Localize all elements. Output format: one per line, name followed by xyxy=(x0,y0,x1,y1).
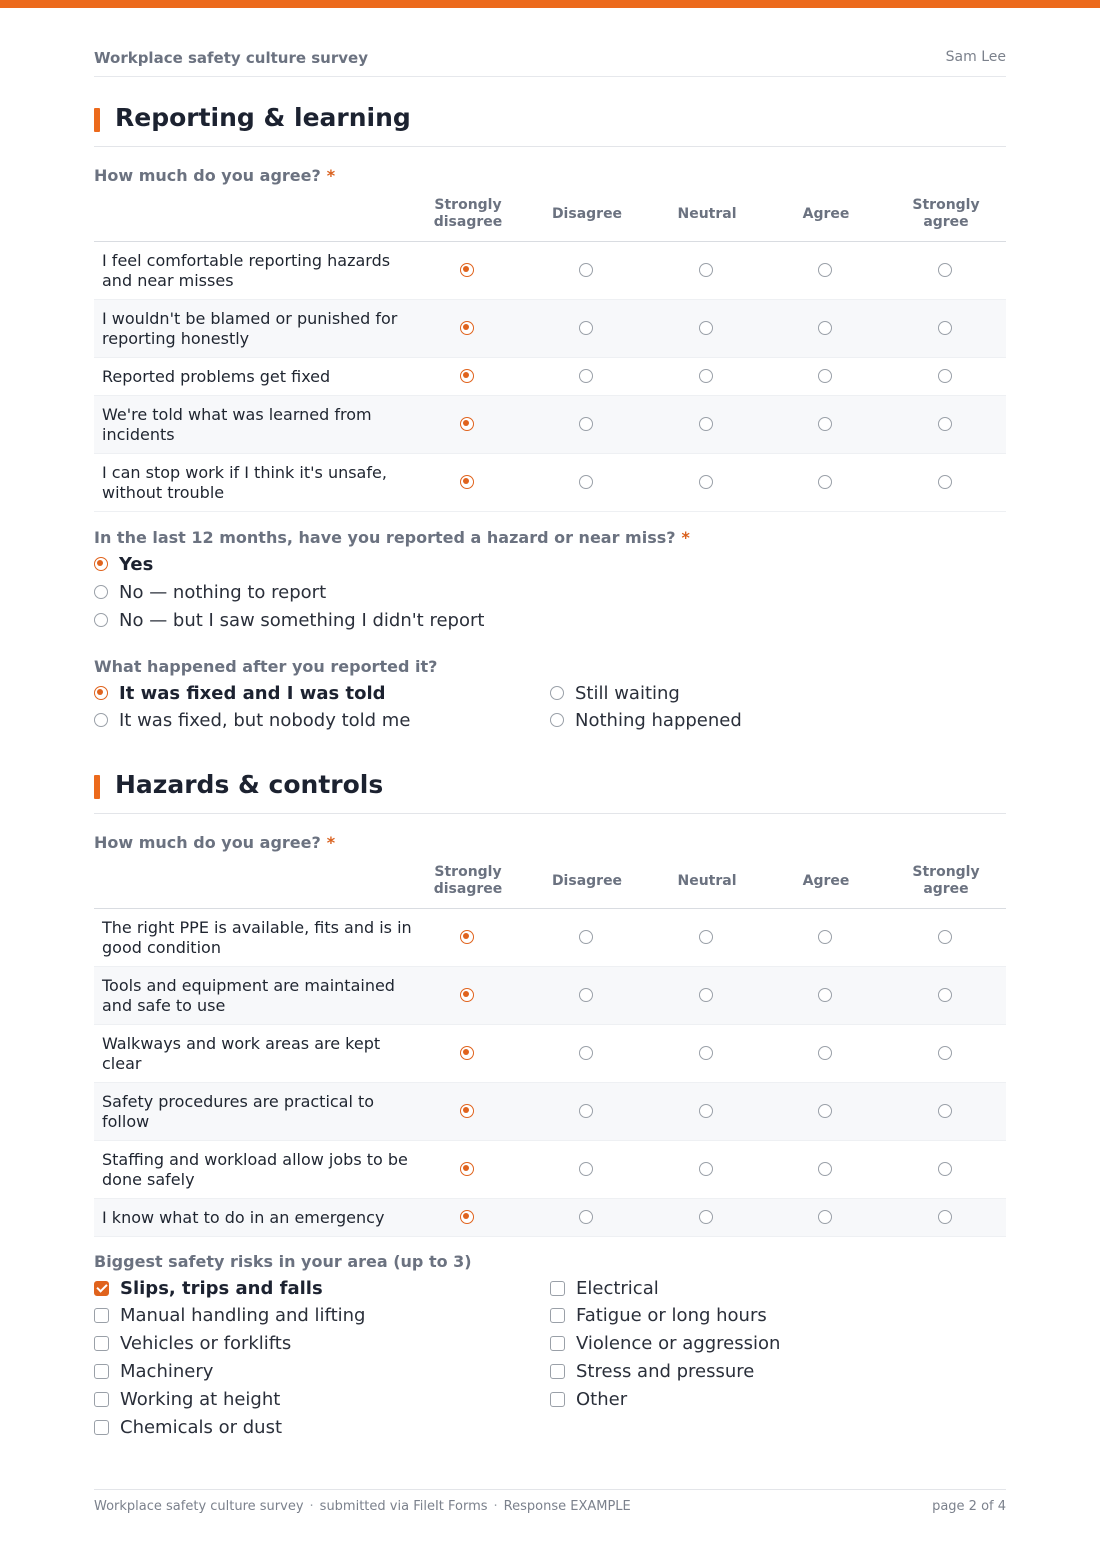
matrix-radio-cell[interactable] xyxy=(938,930,954,946)
reported-option[interactable] xyxy=(94,580,326,604)
radio-button[interactable] xyxy=(460,1162,474,1176)
matrix-row-label: Walkways and work areas are kept clear xyxy=(102,1033,381,1073)
matrix-radio-cell[interactable] xyxy=(699,263,715,279)
radio-button[interactable] xyxy=(938,988,952,1002)
radio-button[interactable] xyxy=(938,930,952,944)
matrix-row xyxy=(94,300,1006,358)
footer-separator: · xyxy=(493,1499,498,1514)
risk-option[interactable] xyxy=(550,1276,659,1300)
matrix-radio-cell[interactable] xyxy=(699,369,715,385)
matrix-radio-cell[interactable] xyxy=(460,1210,476,1226)
radio-button[interactable] xyxy=(94,713,108,727)
required-marker: * xyxy=(681,528,690,547)
radio-button[interactable] xyxy=(938,417,952,431)
checkbox[interactable] xyxy=(550,1308,565,1323)
matrix-radio-cell[interactable] xyxy=(818,417,834,433)
radio-button[interactable] xyxy=(460,263,474,277)
radio-button[interactable] xyxy=(818,1162,832,1176)
matrix-radio-cell[interactable] xyxy=(460,475,476,491)
question-label-risks: Biggest safety risks in your area (up to 3) xyxy=(94,1252,472,1271)
matrix-radio-cell[interactable] xyxy=(579,988,595,1004)
matrix-radio-cell[interactable] xyxy=(699,1046,715,1062)
matrix-header xyxy=(94,187,1006,242)
checkbox[interactable] xyxy=(550,1392,565,1407)
matrix-row-label: I feel comfortable reporting hazards and near misses xyxy=(102,250,391,290)
radio-button[interactable] xyxy=(699,930,713,944)
matrix-radio-cell[interactable] xyxy=(818,1162,834,1178)
after-option[interactable] xyxy=(550,681,680,705)
agreement-matrix-hazards xyxy=(94,854,1006,1237)
radio-button[interactable] xyxy=(699,1104,713,1118)
radio-button[interactable] xyxy=(818,988,832,1002)
matrix-radio-cell[interactable] xyxy=(460,263,476,279)
radio-button[interactable] xyxy=(460,417,474,431)
option-label: Still waiting xyxy=(575,682,680,704)
radio-button[interactable] xyxy=(818,321,832,335)
matrix-radio-cell[interactable] xyxy=(938,263,954,279)
matrix-row xyxy=(94,396,1006,454)
reported-option[interactable] xyxy=(94,552,153,576)
risk-option[interactable] xyxy=(94,1304,365,1328)
option-label: Electrical xyxy=(576,1277,659,1299)
radio-button[interactable] xyxy=(460,1104,474,1118)
radio-button[interactable] xyxy=(460,369,474,383)
checkbox[interactable] xyxy=(94,1392,109,1407)
matrix-radio-cell[interactable] xyxy=(938,417,954,433)
after-option[interactable] xyxy=(94,681,386,705)
matrix-radio-cell[interactable] xyxy=(699,321,715,337)
option-label: It was fixed and I was told xyxy=(119,682,386,704)
matrix-row-label: Staffing and workload allow jobs to be done safely xyxy=(102,1149,408,1189)
matrix-radio-cell[interactable] xyxy=(699,1104,715,1120)
checkbox[interactable] xyxy=(94,1420,109,1435)
matrix-row-label: I know what to do in an emergency xyxy=(102,1207,385,1227)
after-option[interactable] xyxy=(94,708,410,732)
radio-button[interactable] xyxy=(94,585,108,599)
reported-option[interactable] xyxy=(94,608,484,632)
radio-button[interactable] xyxy=(94,557,108,571)
matrix-radio-cell[interactable] xyxy=(699,1162,715,1178)
section-accent-bar xyxy=(94,108,100,132)
radio-button[interactable] xyxy=(579,1162,593,1176)
matrix-radio-cell[interactable] xyxy=(818,988,834,1004)
radio-button[interactable] xyxy=(460,1046,474,1060)
scale-header-1: Disagree xyxy=(551,205,623,222)
radio-button[interactable] xyxy=(460,1210,474,1224)
risk-option[interactable] xyxy=(550,1332,780,1356)
option-label: No — nothing to report xyxy=(119,581,327,603)
matrix-radio-cell[interactable] xyxy=(938,1104,954,1120)
matrix-radio-cell[interactable] xyxy=(938,988,954,1004)
matrix-radio-cell[interactable] xyxy=(579,417,595,433)
radio-button[interactable] xyxy=(699,369,713,383)
option-label: Other xyxy=(576,1388,628,1410)
matrix-radio-cell[interactable] xyxy=(818,369,834,385)
option-label: Machinery xyxy=(120,1360,214,1382)
top-accent-bar xyxy=(0,0,1100,8)
matrix-row-label: Reported problems get fixed xyxy=(102,366,331,386)
matrix-radio-cell[interactable] xyxy=(579,475,595,491)
radio-button[interactable] xyxy=(579,988,593,1002)
risk-option[interactable] xyxy=(94,1332,291,1356)
page-number: page 2 of 4 xyxy=(932,1499,1006,1514)
matrix-row-label: Safety procedures are practical to follow xyxy=(102,1091,375,1131)
matrix-row xyxy=(94,1083,1006,1141)
matrix-radio-cell[interactable] xyxy=(938,1162,954,1178)
radio-button[interactable] xyxy=(699,417,713,431)
risk-option[interactable] xyxy=(94,1359,213,1383)
radio-button[interactable] xyxy=(699,475,713,489)
radio-button[interactable] xyxy=(579,930,593,944)
matrix-radio-cell[interactable] xyxy=(818,475,834,491)
radio-button[interactable] xyxy=(818,1210,832,1224)
checkbox[interactable] xyxy=(550,1364,565,1379)
scale-header-0: Strongly disagree xyxy=(433,864,503,897)
matrix-row-label: Tools and equipment are maintained and safe to use xyxy=(102,975,395,1015)
option-label: Vehicles or forklifts xyxy=(120,1333,292,1355)
section-reporting-learning xyxy=(94,103,1006,147)
radio-button[interactable] xyxy=(460,988,474,1002)
matrix-row-label: We're told what was learned from incidents xyxy=(102,404,372,444)
matrix-radio-cell[interactable] xyxy=(818,1104,834,1120)
option-label: Manual handling and lifting xyxy=(120,1305,366,1327)
question-label-reported xyxy=(94,528,690,547)
radio-button[interactable] xyxy=(818,1046,832,1060)
checkbox[interactable] xyxy=(94,1336,109,1351)
radio-button[interactable] xyxy=(938,321,952,335)
footer-survey: Workplace safety culture survey xyxy=(94,1499,304,1514)
footer-via: submitted via FileIt Forms xyxy=(319,1499,488,1514)
matrix-row-label: The right PPE is available, fits and is in good condition xyxy=(102,917,412,957)
option-label: Nothing happened xyxy=(575,709,742,731)
matrix-radio-cell[interactable] xyxy=(938,369,954,385)
radio-button[interactable] xyxy=(938,1210,952,1224)
matrix-row xyxy=(94,1025,1006,1083)
radio-button[interactable] xyxy=(818,417,832,431)
footer-separator: · xyxy=(309,1499,314,1514)
matrix-row xyxy=(94,358,1006,396)
matrix-header xyxy=(94,854,1006,909)
question-label-agree-2 xyxy=(94,833,335,852)
matrix-radio-cell[interactable] xyxy=(579,263,595,279)
radio-button[interactable] xyxy=(460,321,474,335)
radio-button[interactable] xyxy=(938,475,952,489)
radio-button[interactable] xyxy=(94,686,108,700)
radio-button[interactable] xyxy=(938,1046,952,1060)
option-label: Slips, trips and falls xyxy=(120,1277,323,1299)
question-text: How much do you agree? xyxy=(94,166,321,185)
scale-header-2: Neutral xyxy=(677,872,737,889)
matrix-radio-cell[interactable] xyxy=(460,369,476,385)
option-label: It was fixed, but nobody told me xyxy=(119,709,411,731)
matrix-row-label: I wouldn't be blamed or punished for reporting honestly xyxy=(102,308,398,348)
checkbox[interactable] xyxy=(94,1308,109,1323)
option-label: Yes xyxy=(119,553,154,575)
checkbox[interactable] xyxy=(550,1281,565,1296)
scale-header-4: Strongly agree xyxy=(912,864,980,897)
matrix-radio-cell[interactable] xyxy=(818,930,834,946)
matrix-row xyxy=(94,454,1006,512)
section-title: Hazards & controls xyxy=(115,770,384,799)
radio-button[interactable] xyxy=(818,930,832,944)
matrix-row xyxy=(94,967,1006,1025)
radio-button[interactable] xyxy=(938,263,952,277)
option-label: No — but I saw something I didn't report xyxy=(119,609,485,631)
question-text: How much do you agree? xyxy=(94,833,321,852)
radio-button[interactable] xyxy=(699,263,713,277)
scale-header-3: Agree xyxy=(802,205,850,222)
matrix-radio-cell[interactable] xyxy=(579,1210,595,1226)
radio-button[interactable] xyxy=(579,1210,593,1224)
radio-button[interactable] xyxy=(579,263,593,277)
after-option[interactable] xyxy=(550,708,742,732)
matrix-radio-cell[interactable] xyxy=(460,1104,476,1120)
risk-option[interactable] xyxy=(94,1387,280,1411)
radio-button[interactable] xyxy=(699,1162,713,1176)
radio-button[interactable] xyxy=(818,475,832,489)
section-hazards-controls xyxy=(94,770,1006,814)
required-marker: * xyxy=(326,166,336,185)
radio-button[interactable] xyxy=(94,613,108,627)
matrix-radio-cell[interactable] xyxy=(579,1162,595,1178)
radio-button[interactable] xyxy=(938,1104,952,1118)
matrix-radio-cell[interactable] xyxy=(818,1046,834,1062)
matrix-radio-cell[interactable] xyxy=(938,1046,954,1062)
question-text: In the last 12 months, have you reported a hazard or near miss? xyxy=(94,528,676,547)
question-label-agree-1 xyxy=(94,166,335,185)
radio-button[interactable] xyxy=(938,1162,952,1176)
required-marker: * xyxy=(326,833,336,852)
radio-button[interactable] xyxy=(818,1104,832,1118)
matrix-radio-cell[interactable] xyxy=(579,930,595,946)
matrix-radio-cell[interactable] xyxy=(938,1210,954,1226)
option-label: Stress and pressure xyxy=(576,1360,755,1382)
risk-option[interactable] xyxy=(550,1359,754,1383)
matrix-row xyxy=(94,909,1006,967)
matrix-radio-cell[interactable] xyxy=(579,321,595,337)
respondent-name: Sam Lee xyxy=(945,49,1006,65)
matrix-radio-cell[interactable] xyxy=(699,930,715,946)
radio-button[interactable] xyxy=(460,475,474,489)
checkbox[interactable] xyxy=(94,1281,109,1296)
radio-button[interactable] xyxy=(699,1210,713,1224)
question-label-after: What happened after you reported it? xyxy=(94,657,438,676)
matrix-radio-cell[interactable] xyxy=(938,475,954,491)
matrix-row-label: I can stop work if I think it's unsafe, without trouble xyxy=(102,462,387,502)
risk-option[interactable] xyxy=(94,1276,323,1300)
matrix-radio-cell[interactable] xyxy=(460,930,476,946)
checkbox[interactable] xyxy=(94,1364,109,1379)
radio-button[interactable] xyxy=(579,1046,593,1060)
page-footer xyxy=(94,1489,1006,1520)
matrix-radio-cell[interactable] xyxy=(460,417,476,433)
radio-button[interactable] xyxy=(699,1046,713,1060)
matrix-radio-cell[interactable] xyxy=(699,988,715,1004)
option-label: Violence or aggression xyxy=(576,1333,781,1355)
option-label: Chemicals or dust xyxy=(120,1416,283,1438)
radio-button[interactable] xyxy=(818,263,832,277)
matrix-radio-cell[interactable] xyxy=(818,321,834,337)
radio-button[interactable] xyxy=(938,369,952,383)
radio-button[interactable] xyxy=(550,713,564,727)
footer-meta xyxy=(94,1499,631,1514)
matrix-radio-cell[interactable] xyxy=(460,1046,476,1062)
matrix-row xyxy=(94,242,1006,300)
scale-header-4: Strongly agree xyxy=(912,197,980,230)
radio-button[interactable] xyxy=(550,686,564,700)
matrix-radio-cell[interactable] xyxy=(460,321,476,337)
checkbox[interactable] xyxy=(550,1336,565,1351)
matrix-row xyxy=(94,1199,1006,1237)
survey-title: Workplace safety culture survey xyxy=(94,49,368,67)
matrix-radio-cell[interactable] xyxy=(938,321,954,337)
radio-button[interactable] xyxy=(579,417,593,431)
radio-button[interactable] xyxy=(579,1104,593,1118)
agreement-matrix-reporting xyxy=(94,187,1006,512)
scale-header-1: Disagree xyxy=(551,872,623,889)
matrix-radio-cell[interactable] xyxy=(699,475,715,491)
radio-button[interactable] xyxy=(579,475,593,489)
radio-button[interactable] xyxy=(818,369,832,383)
scale-header-3: Agree xyxy=(802,872,850,889)
matrix-radio-cell[interactable] xyxy=(579,369,595,385)
matrix-radio-cell[interactable] xyxy=(579,1046,595,1062)
footer-response: Response EXAMPLE xyxy=(503,1499,631,1514)
risk-option[interactable] xyxy=(550,1304,767,1328)
radio-button[interactable] xyxy=(460,930,474,944)
section-accent-bar xyxy=(94,775,100,799)
scale-header-2: Neutral xyxy=(677,205,737,222)
radio-button[interactable] xyxy=(579,321,593,335)
matrix-radio-cell[interactable] xyxy=(460,1162,476,1178)
matrix-radio-cell[interactable] xyxy=(579,1104,595,1120)
scale-header-0: Strongly disagree xyxy=(433,197,503,230)
page-header xyxy=(94,48,1006,77)
matrix-radio-cell[interactable] xyxy=(818,1210,834,1226)
radio-button[interactable] xyxy=(699,321,713,335)
risk-option[interactable] xyxy=(550,1387,627,1411)
radio-button[interactable] xyxy=(579,369,593,383)
matrix-row xyxy=(94,1141,1006,1199)
option-label: Fatigue or long hours xyxy=(576,1305,767,1327)
matrix-radio-cell[interactable] xyxy=(460,988,476,1004)
radio-button[interactable] xyxy=(699,988,713,1002)
risk-option[interactable] xyxy=(94,1415,282,1439)
matrix-radio-cell[interactable] xyxy=(699,1210,715,1226)
option-label: Working at height xyxy=(120,1388,281,1410)
section-title: Reporting & learning xyxy=(115,103,411,132)
matrix-radio-cell[interactable] xyxy=(818,263,834,279)
matrix-radio-cell[interactable] xyxy=(699,417,715,433)
